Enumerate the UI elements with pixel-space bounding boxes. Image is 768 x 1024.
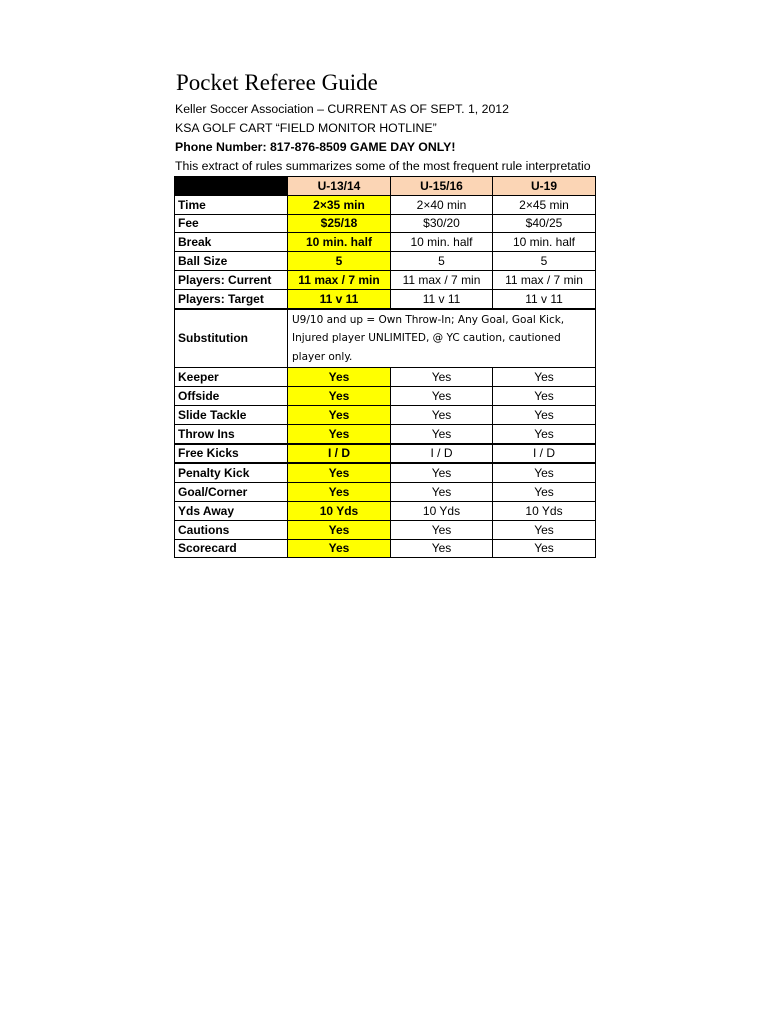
cell-u13-14: Yes: [288, 483, 391, 502]
row-label: Throw Ins: [175, 424, 288, 443]
cell-u15-16: Yes: [391, 405, 493, 424]
table-row: [175, 483, 596, 502]
row-label: Break: [175, 233, 288, 252]
cell-u13-14: $25/18: [288, 214, 391, 233]
cell-u13-14: 11 max / 7 min: [288, 270, 391, 289]
cell-u19: 2×45 min: [493, 195, 596, 214]
cell-u19: 5: [493, 252, 596, 271]
cell-u19: Yes: [493, 405, 596, 424]
cell-u13-14: Yes: [288, 539, 391, 558]
document-page: [174, 68, 768, 558]
cell-u19: $40/25: [493, 214, 596, 233]
cell-u19: 11 v 11: [493, 289, 596, 308]
cell-u15-16: Yes: [391, 539, 493, 558]
row-label: Penalty Kick: [175, 463, 288, 482]
table-row: [175, 387, 596, 406]
cell-u13-14: Yes: [288, 368, 391, 387]
cell-u13-14: 5: [288, 252, 391, 271]
cell-u19: 10 Yds: [493, 501, 596, 520]
table-header-row: [175, 177, 596, 196]
cell-u15-16: 2×40 min: [391, 195, 493, 214]
cell-u19: Yes: [493, 387, 596, 406]
cell-u19: Yes: [493, 520, 596, 539]
substitution-row: [175, 309, 596, 368]
hotline-line: KSA GOLF CART “FIELD MONITOR HOTLINE”: [175, 121, 437, 135]
cell-u15-16: 10 min. half: [391, 233, 493, 252]
cell-u19: Yes: [493, 368, 596, 387]
table-row: [175, 501, 596, 520]
cell-u19: Yes: [493, 483, 596, 502]
table-row: [175, 405, 596, 424]
cell-u19: 11 max / 7 min: [493, 270, 596, 289]
cell-u15-16: Yes: [391, 387, 493, 406]
intro-line: This extract of rules summarizes some of the most frequent rule interpretatio: [175, 159, 591, 173]
cell-u15-16: 5: [391, 252, 493, 271]
cell-u13-14: Yes: [288, 405, 391, 424]
row-label: Free Kicks: [175, 444, 288, 464]
substitution-label: Substitution: [175, 309, 288, 368]
row-label: Players: Target: [175, 289, 288, 308]
rules-table: [174, 176, 596, 558]
header-u15-16: U-15/16: [391, 177, 493, 196]
cell-u13-14: Yes: [288, 387, 391, 406]
document-title: Pocket Referee Guide: [176, 70, 378, 95]
row-label: Time: [175, 195, 288, 214]
table-row: [175, 195, 596, 214]
cell-u19: Yes: [493, 539, 596, 558]
header-u13-14: U-13/14: [288, 177, 391, 196]
cell-u13-14: 2×35 min: [288, 195, 391, 214]
row-label: Ball Size: [175, 252, 288, 271]
row-label: Cautions: [175, 520, 288, 539]
cell-u15-16: Yes: [391, 424, 493, 443]
cell-u19: 10 min. half: [493, 233, 596, 252]
cell-u15-16: 11 max / 7 min: [391, 270, 493, 289]
row-label: Fee: [175, 214, 288, 233]
cell-u15-16: Yes: [391, 463, 493, 482]
cell-u19: I / D: [493, 444, 596, 464]
cell-u19: Yes: [493, 463, 596, 482]
row-label: Goal/Corner: [175, 483, 288, 502]
table-row: [175, 463, 596, 482]
table-row: [175, 252, 596, 271]
row-label: Players: Current: [175, 270, 288, 289]
row-label: Yds Away: [175, 501, 288, 520]
cell-u15-16: 11 v 11: [391, 289, 493, 308]
phone-number-line: Phone Number: 817-876-8509 GAME DAY ONLY!: [175, 140, 456, 154]
cell-u13-14: Yes: [288, 424, 391, 443]
cell-u15-16: Yes: [391, 483, 493, 502]
table-row: [175, 270, 596, 289]
row-label: Keeper: [175, 368, 288, 387]
header-corner-cell: [175, 177, 288, 196]
table-row: [175, 539, 596, 558]
table-row: [175, 233, 596, 252]
row-label: Offside: [175, 387, 288, 406]
substitution-text: U9/10 and up = Own Throw-In; Any Goal, Goal Kick, Injured player UNLIMITED, @ YC caution, cautioned player only.: [288, 309, 596, 368]
cell-u15-16: Yes: [391, 520, 493, 539]
header-u19: U-19: [493, 177, 596, 196]
table-row: [175, 520, 596, 539]
row-label: Scorecard: [175, 539, 288, 558]
cell-u15-16: Yes: [391, 368, 493, 387]
row-label: Slide Tackle: [175, 405, 288, 424]
cell-u13-14: Yes: [288, 463, 391, 482]
association-line: Keller Soccer Association – CURRENT AS OF SEPT. 1, 2012: [175, 102, 509, 116]
table-row: [175, 368, 596, 387]
cell-u13-14: 10 Yds: [288, 501, 391, 520]
cell-u13-14: 11 v 11: [288, 289, 391, 308]
table-row: [175, 424, 596, 443]
cell-u15-16: I / D: [391, 444, 493, 464]
cell-u19: Yes: [493, 424, 596, 443]
cell-u13-14: Yes: [288, 520, 391, 539]
cell-u13-14: I / D: [288, 444, 391, 464]
table-row: [175, 289, 596, 308]
cell-u15-16: 10 Yds: [391, 501, 493, 520]
cell-u13-14: 10 min. half: [288, 233, 391, 252]
table-row: [175, 444, 596, 464]
table-row: [175, 214, 596, 233]
cell-u15-16: $30/20: [391, 214, 493, 233]
